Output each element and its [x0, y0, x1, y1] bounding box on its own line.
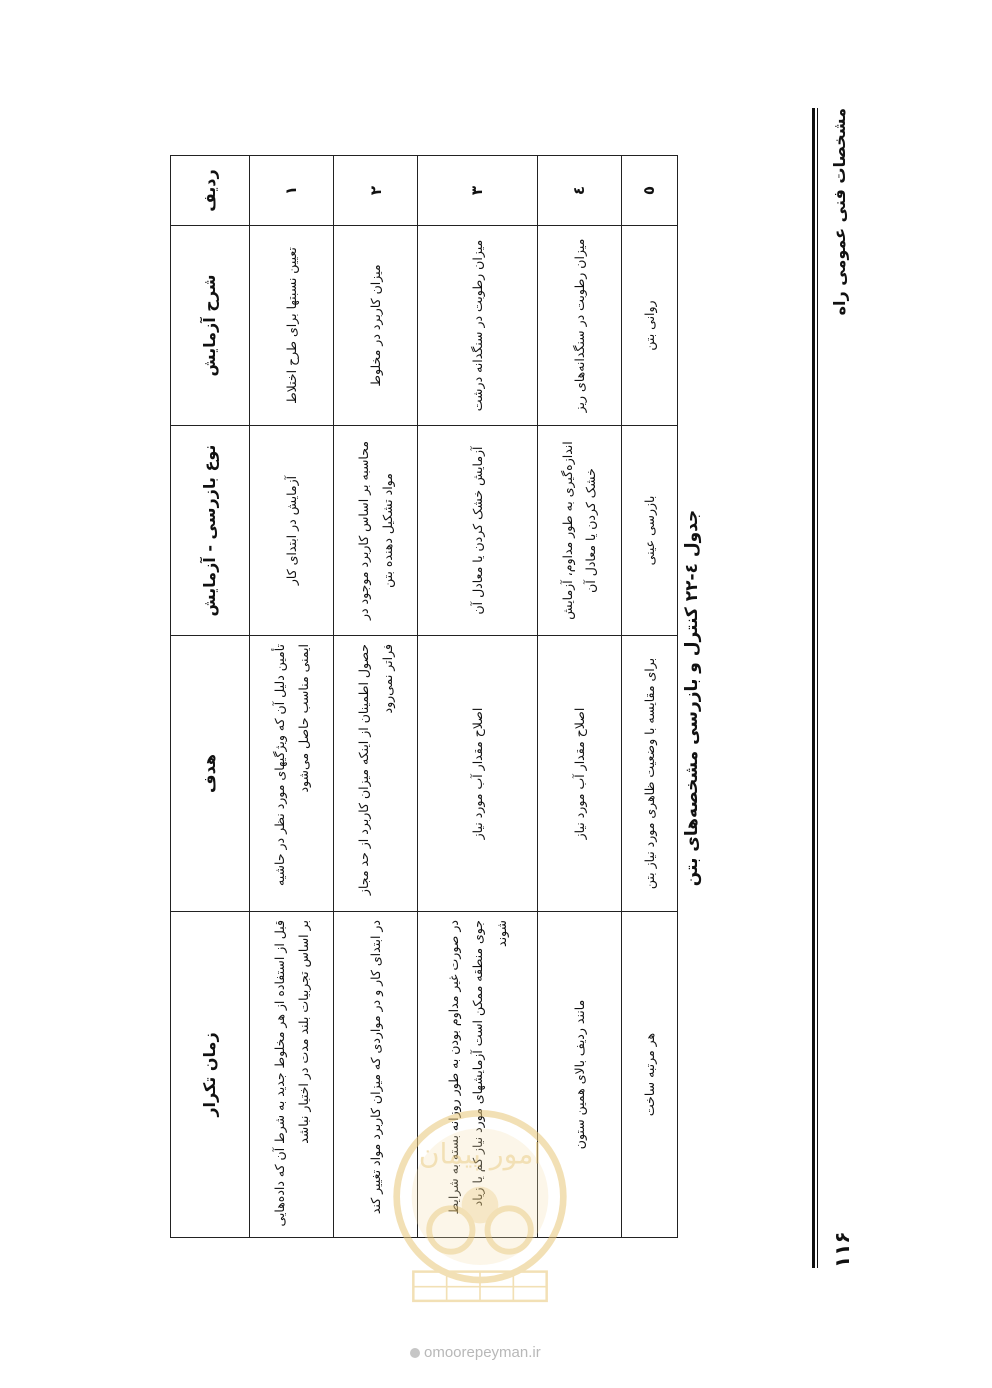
table-row: [334, 156, 418, 1238]
goal: حصول اطمینان از اینکه میزان کاربرد از حد مجاز فراتر نمی‌رود: [334, 636, 418, 912]
header-frequency: زمان تکرار: [171, 912, 250, 1238]
inspection-type: بازرسی عینی: [622, 426, 678, 636]
goal: اصلاح مقدار آب مورد نیاز: [418, 636, 538, 912]
row-number: ۲: [334, 156, 418, 226]
frequency: در ابتدای کار و در مواردی که میزان کاربرد مواد تغییر کند: [334, 912, 418, 1238]
frequency: هر مرتبه ساخت: [622, 912, 678, 1238]
header-rule-thin: [817, 108, 818, 1268]
header-goal: هدف: [171, 636, 250, 912]
table-header-row: [171, 156, 250, 1238]
header-test-description: شرح آزمایش: [171, 226, 250, 426]
header-row-number: ردیف: [171, 156, 250, 226]
table-row: [537, 156, 621, 1238]
test-description: میزان کاربرد در مخلوط: [334, 226, 418, 426]
header-inspection-type: نوع بازرسی - آزمایش: [171, 426, 250, 636]
header-rule: [812, 108, 815, 1268]
inspection-table: [170, 155, 678, 1238]
frequency: مانند ردیف بالای همین ستون: [537, 912, 621, 1238]
table-row: [250, 156, 334, 1238]
table-row: [622, 156, 678, 1238]
row-number: ۱: [250, 156, 334, 226]
watermark-site: [410, 1344, 600, 1361]
inspection-type: آزمایش در ابتدای کار: [250, 426, 334, 636]
goal: تأمین دلیل آن که ویژگیهای مورد نظر در حاشیه ایمنی مناسب حاصل می‌شود: [250, 636, 334, 912]
table-row: [418, 156, 538, 1238]
table-caption: جدول ٤-٢٢ كنترل و بازرسی مشخصه‌های بتن: [682, 509, 702, 887]
row-number: ٥: [622, 156, 678, 226]
watermark-site-text: omoorepeyman.ir: [424, 1344, 541, 1361]
test-description: میزان رطوبت در سنگدانه درشت: [418, 226, 538, 426]
test-description: تعیین نسبتها برای طرح اختلاط: [250, 226, 334, 426]
inspection-type: آزمایش خشک کردن یا معادل آن: [418, 426, 538, 636]
frequency: در صورت غیر مداوم بودن به طور روزانه بسته به شرایط جوی منطقه ممکن است آزمایشهای مورد نیاز کم یا زیاد شوند: [418, 912, 538, 1238]
running-header: مشخصات فنی عمومی راه: [830, 108, 849, 316]
page-number: ۱۱۶: [830, 1231, 854, 1268]
goal: برای مقایسه با وضعیت ظاهری مورد نیاز بتن: [622, 636, 678, 912]
row-number: ٤: [537, 156, 621, 226]
goal: اصلاح مقدار آب مورد نیاز: [537, 636, 621, 912]
watermark-text: امور پیمان: [418, 1137, 542, 1171]
globe-icon: [410, 1348, 420, 1358]
row-number: ۳: [418, 156, 538, 226]
test-description: روانی بتن: [622, 226, 678, 426]
inspection-type: اندازه‌گیری به طور مداوم، آزمایش خشک کردن یا معادل آن: [537, 426, 621, 636]
inspection-type: محاسبه بر اساس کاربرد موجود در مواد تشکیل دهنده بتن: [334, 426, 418, 636]
test-description: میزان رطوبت در سنگدانه‌های ریز: [537, 226, 621, 426]
frequency: قبل از استفاده از هر مخلوط جدید به شرط آن که داده‌هایی بر اساس تجربیات بلند مدت در اختیار نباشد: [250, 912, 334, 1238]
